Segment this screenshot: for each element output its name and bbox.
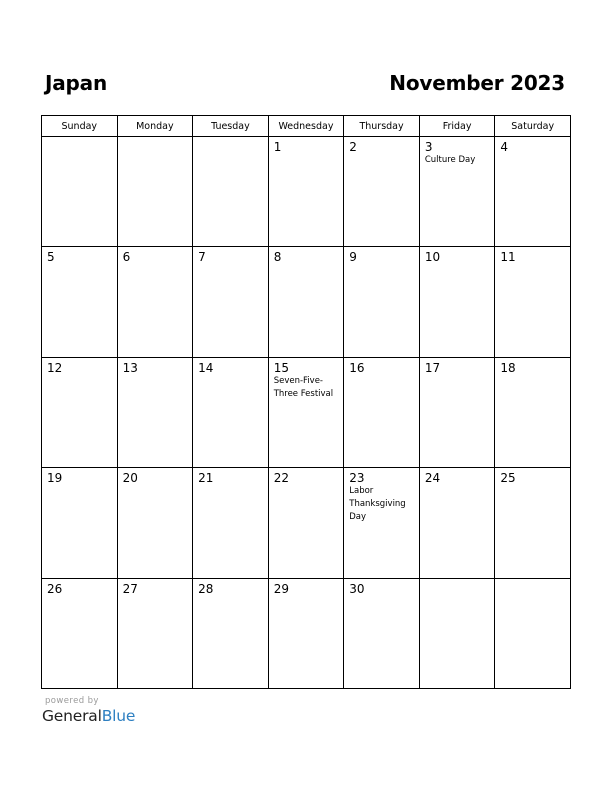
- day-number: 26: [47, 581, 63, 596]
- day-cell: [42, 357, 118, 467]
- day-number: 9: [349, 250, 357, 265]
- day-number: [193, 137, 268, 140]
- weekday-friday: Friday: [419, 116, 495, 137]
- day-number: 28: [198, 581, 214, 596]
- day-cell: [42, 578, 118, 688]
- day-number: 10: [424, 250, 441, 265]
- week-row: [42, 137, 571, 247]
- holiday-label: Culture Day: [424, 155, 476, 165]
- day-number: 29: [273, 581, 289, 596]
- weekday-wednesday: Wednesday: [268, 116, 344, 137]
- day-number: 27: [122, 581, 138, 596]
- day-cell: [193, 468, 269, 578]
- day-cell: [495, 357, 571, 467]
- day-cell: [268, 578, 344, 688]
- day-cell: [495, 468, 571, 578]
- day-cell: [193, 137, 269, 247]
- day-number: 30: [349, 581, 365, 596]
- day-number: [420, 579, 495, 582]
- day-cell: [495, 247, 571, 357]
- day-cell: [344, 247, 420, 357]
- day-cell: [495, 137, 571, 247]
- day-number: 3: [424, 140, 433, 154]
- powered-by-label: powered by: [45, 696, 99, 706]
- generalblue-logo[interactable]: [42, 706, 135, 726]
- day-number: 1: [273, 140, 282, 154]
- day-cell: [344, 137, 420, 247]
- day-number: [118, 137, 193, 140]
- day-cell: [419, 578, 495, 688]
- day-number: [495, 579, 570, 582]
- day-number: 21: [198, 471, 214, 486]
- day-number: 23: [349, 471, 365, 486]
- day-cell: [419, 468, 495, 578]
- week-row: [42, 578, 571, 688]
- day-number: 14: [198, 360, 214, 375]
- weekday-tuesday: Tuesday: [193, 116, 269, 137]
- day-cell: [193, 357, 269, 467]
- day-cell: [193, 578, 269, 688]
- day-cell: [42, 247, 118, 357]
- holiday-label: Labor Thanksgiving Day: [349, 486, 406, 523]
- day-cell: [42, 137, 118, 247]
- day-number: 20: [122, 471, 138, 486]
- day-cell: [117, 137, 193, 247]
- day-number: 17: [424, 360, 441, 375]
- day-cell: [344, 578, 420, 688]
- day-cell: [117, 357, 193, 467]
- day-number: 22: [273, 471, 289, 486]
- weekday-saturday: Saturday: [495, 116, 571, 137]
- day-number: 18: [500, 360, 516, 375]
- day-number: 19: [47, 471, 63, 486]
- day-number: 2: [349, 140, 357, 154]
- day-cell: [419, 357, 495, 467]
- calendar-body: [42, 137, 571, 689]
- weekday-thursday: Thursday: [344, 116, 420, 137]
- day-cell: [495, 578, 571, 688]
- weekday-sunday: Sunday: [42, 116, 118, 137]
- day-number: 7: [198, 250, 206, 265]
- day-cell: [419, 247, 495, 357]
- day-cell: [268, 247, 344, 357]
- day-number: 4: [500, 140, 509, 154]
- day-cell: [268, 357, 344, 467]
- day-cell: [419, 137, 495, 247]
- calendar-grid: [41, 115, 571, 689]
- day-number: 8: [273, 250, 282, 265]
- day-number: 13: [122, 360, 138, 375]
- day-cell: [42, 468, 118, 578]
- day-cell: [344, 468, 420, 578]
- day-number: 15: [273, 360, 289, 375]
- day-cell: [117, 468, 193, 578]
- day-number: 25: [500, 471, 516, 486]
- brand-general-text: General: [42, 707, 102, 725]
- day-number: 24: [424, 471, 441, 486]
- footer-branding: [42, 696, 135, 726]
- month-year-title: November 2023: [389, 71, 565, 95]
- day-cell: [268, 468, 344, 578]
- day-cell: [344, 357, 420, 467]
- day-number: 12: [47, 360, 63, 375]
- day-cell: [193, 247, 269, 357]
- day-number: 6: [122, 250, 131, 265]
- day-cell: [268, 137, 344, 247]
- week-row: [42, 357, 571, 467]
- day-cell: [117, 578, 193, 688]
- day-number: [42, 137, 117, 140]
- country-title: Japan: [45, 71, 107, 95]
- brand-blue-text: Blue: [101, 707, 136, 725]
- day-number: 11: [500, 250, 516, 265]
- week-row: [42, 247, 571, 357]
- weekday-monday: Monday: [117, 116, 193, 137]
- holiday-label: Seven-Five-Three Festival: [273, 375, 334, 399]
- day-cell: [117, 247, 193, 357]
- weekday-header-row: [42, 116, 571, 137]
- week-row: [42, 468, 571, 578]
- day-number: 5: [47, 250, 55, 265]
- day-number: 16: [349, 360, 365, 375]
